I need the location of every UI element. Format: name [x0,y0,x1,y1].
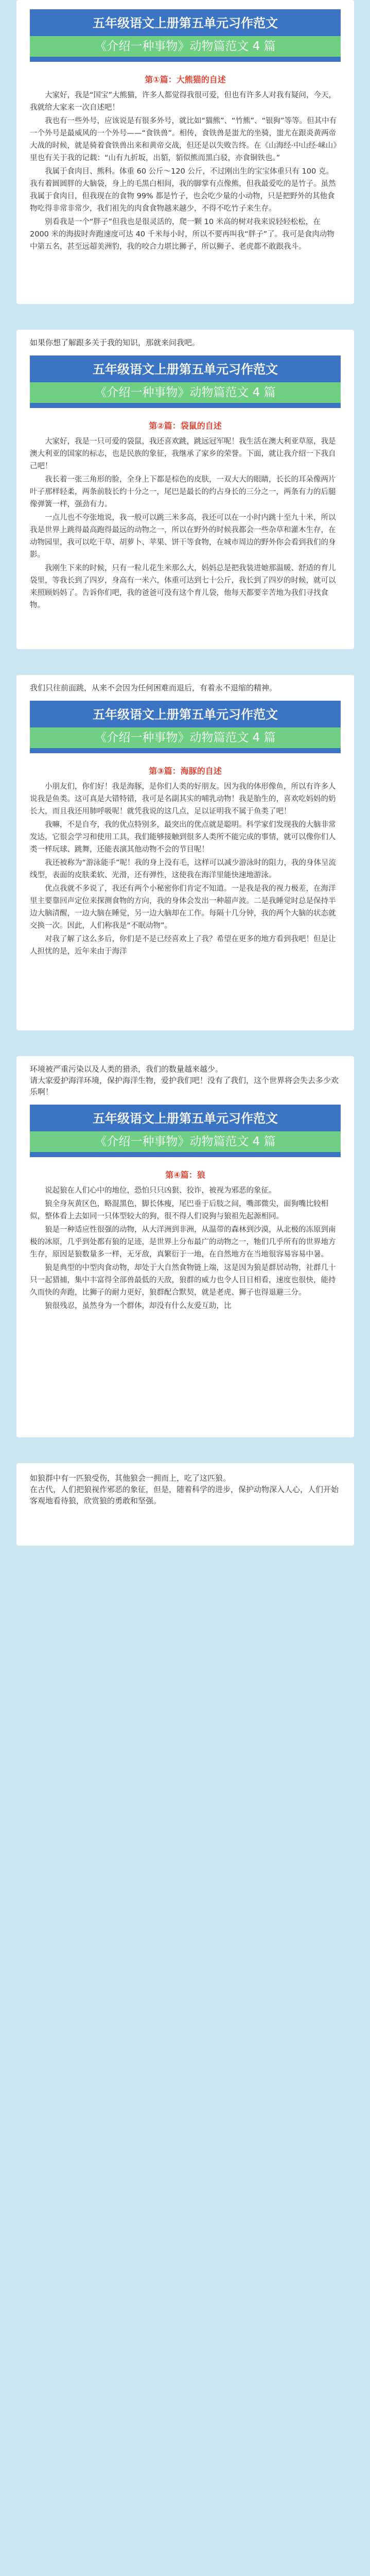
article-body [16,1184,354,1312]
banner-header [30,355,341,408]
banner-title: 五年级语文上册第五单元习作范文 [93,362,278,377]
section-title: 第③篇：海豚的自述 [149,766,222,776]
section-title: 第①篇：大熊猫的自述 [145,75,226,84]
paragraph: 对我了解了这么多后，你们是不是已经喜欢上了我？希望在更多的地方看到我吧！但是让人担忧的是，近年来由于海洋 [30,935,336,956]
banner-subtitle: 《介绍一种事物》动物篇范文 4 篇 [30,36,341,57]
article-card-1 [16,0,354,304]
paragraph: 我嘛，不是自夸，我的优点特别多，最突出的优点就是聪明。科学家们发现我的大脑非常发达，它很会学习和使用工具，我们能够接触到很多人类所不能完成的事情，就可以像你们人类一样玩球、跳舞，还能表演其他动物不会的节目呢！ [30,821,336,854]
article-card-3 [16,675,354,1030]
paragraph: 一点儿也不夸张地说，我一般可以跳三米多高，我还可以在一小时内跳十至九十米，所以我是世界上跳得最高跑得最远的动物之一，所以在野外的时候我都会一些杂草和灌木生存，在动物园里，我可以吃干草、胡萝卜、苹果、饼干等食物，在城市周边的野外你会看到我们的身影。 [30,514,336,559]
banner-header [30,1105,341,1157]
continued-text: 环境被严重污染以及人类的猎杀，我们的数量越来越少。 请大家爱护海洋环境，保护海洋生物，爱护我们吧！没有了我们，这个世界将会失去多少欢乐啊！ [30,1064,339,1096]
page [5,0,365,2576]
paragraph: 大家好，我是一只可爱的袋鼠，我还喜欢跳，跳远冠军呢！我生活在澳大利亚草原，我是澳大利亚的国家的标志，也是民族的象征，我继承了家乡的荣誉。下面，就让我介绍一下我自己吧！ [30,437,336,470]
article-card-2 [16,330,354,649]
paragraph: 我还被称为“游泳能手”呢！我的身上没有毛，这样可以减少游泳时的阻力，我的身体呈流线型，表面的皮肤柔软、光滑，还有弹性，这使我在海洋里能快速地游泳。 [30,859,337,879]
banner-subtitle: 《介绍一种事物》动物篇范文 4 篇 [30,727,341,748]
continued-text: 我们只往前面跳，从来不会因为任何困难而退后，有着永不退缩的精神。 [30,683,277,692]
banner-header [30,701,341,753]
banner-title: 五年级语文上册第五单元习作范文 [93,16,278,30]
continued-text: 如果你想了解跟多关于我的知识，那就来问我吧。 [30,338,200,347]
article-card-4 [16,1056,354,1437]
paragraph: 大家好，我是“国宝”大熊猫，许多人都觉得我很可爱，但也有许多人对我有疑问，今天，我就给大家来一次自述吧！ [30,91,337,112]
paragraph: 狼全身灰黄区色，略混黑色，脚长体瘦，尾巴垂于后肢之间，嘴部微尖，面狗嘴比较相似，整体看上去如同一只体型较大的狗，很不得人们说狗与狼祖先起源相同。 [30,1200,328,1221]
paragraph: 我也有一些外号，应该说是有很多外号，就比如“猫熊”、“竹熊”、“银狗”等等。但其中有一个外号是最威风的一个外号——“食铁兽”。相传，食铁兽是蚩尤的坐骑，蚩尤在跟炎黄两帝大战的时候，就是骑着食铁兽出来和黄帝交战，但还是以失败告终。在《山海经·中山经·崃山》里也有关于我的记载：“山有九折坂，出貊，貊似熊而黑白驳，亦食铜铁也。” [30,117,341,162]
continued-text: 如狼群中有一匹狼受伤，其他狼会一拥而上，吃了这匹狼。 在古代，人们把狼视作邪恶的象征，但是，随着科学的进步，保护动物深入人心，人们开始客观地看待狼，欣赏狼的勇敢和坚强。 [30,1473,339,1505]
paragraph: 别看我是一个“胖子”但我也是很灵活的，爬一颗 10 米高的树对我来说轻轻松松，在 2000 米的海拔时奔跑速度可达 40 千米每小时，所以不要再叫我“胖子”了。我可是食肉动物中第五名，甚至远超美洲豹，我的咬合力堪比狮子，所以狮子、老虎都不敢跟我斗。 [30,218,334,251]
section-title: 第④篇：狼 [165,1170,205,1180]
paragraph: 狼很残忍，虽然身为一个群体，却没有什么友爱互助，比 [45,1302,232,1310]
paragraph: 小朋友们，你们好！我是海豚，是你们人类的好朋友。因为我的体形像鱼，所以有许多人说我是鱼类。这可真是大错特错，我可是名副其实的哺乳动物！我是胎生的，喜欢吃妈妈的奶长大，而且我还用肺呼吸呢！就凭我说的这几点，足以证明我不属于鱼类了吧！ [30,783,336,816]
article-body [16,781,354,958]
paragraph: 我刚生下来的时候，只有一粒儿花生米那么大，妈妈总是把我装进她那温暖、舒适的育儿袋里，等我长到了四岁，身高有一米六，体重可达到七十公斤，我长到了四岁的时候，就可以来照顾妈妈了。告诉你们吧，我的爸爸可没有这个育儿袋，他每天都要辛苦地为我们寻找食物。 [30,564,336,609]
banner-title: 五年级语文上册第五单元习作范文 [93,1111,278,1126]
banner-subtitle: 《介绍一种事物》动物篇范文 4 篇 [30,1131,341,1152]
banner-subtitle: 《介绍一种事物》动物篇范文 4 篇 [30,382,341,403]
article-body [16,89,354,253]
article-body [16,435,354,612]
article-card-5 [16,1463,354,1546]
paragraph: 狼是典型的中型肉食动物，却处于大自然食物链上端，这是因为狼是群居动物，社群几十只一起猎捕，集中丰富得全部兽最低的天敌，狼群的威力也令人目目相看，速度也很快，能持久而快的奔跑，比狮子的耐力更好，狼群配合默契，就是老虎、狮子也得退避三分。 [30,1264,336,1297]
banner-title: 五年级语文上册第五单元习作范文 [93,707,278,722]
paragraph: 我属于食肉目、熊科。体重 60 公斤～120 公斤，不过刚出生的宝宝体重只有 100 克。我有着圆圆胖的大脑袋，身上的毛黑白相间，我的脚掌有点像熊，但我最爱吃的是竹子。虽然我属于食肉目，但我现在的食物 99% 都是竹子，也会吃少量的小动物，只是把野外的其他食物吃得非常非常少，我们祖先的肉食食物越来越少，不得不吃竹子来生存。 [30,167,336,213]
paragraph: 优点我就不多说了，我还有两个小秘密你们肯定不知道。一是我是我的视力极差，在海洋里主要靠回声定位来探测食物的方向，我的身体会发出一种超声波。二是我睡觉时总是保持半边大脑清醒，一边大脑在睡觉，另一边大脑却在工作。每隔十几分钟，我的两个大脑的状态就交换一次。因此，人们称我是“不眠动物”。 [30,885,336,930]
paragraph: 狼是一种适应性很强的动物，从大洋洲到非洲，从温带的森林到沙漠，从北极的冻原到南极的冰原，几乎到处都有狼的足迹，是世界上分布最广的动物之一，牠们几乎所有的世界地方生存，原因是狼数量多一样，无牙敌，真繁衍于一地，在自然地方在当地很容易容易中暑。 [30,1226,336,1259]
section-title: 第②篇：袋鼠的自述 [149,421,222,431]
paragraph: 我长着一张三角形的脸，全身上下都是棕色的皮肤，一双大大的眼睛，长长的耳朵像两片叶子那样轻柔，两条前肢长约十分之一，尾巴是最长的约占身长的三分之一，两条有力的后腿像弹簧一样，强劲有力。 [30,476,336,509]
paragraph: 说起狼在人们心中的地位，恐怕只只凶狠、狡诈，被视为邪恶的象征。 [45,1187,276,1195]
banner-header [30,9,341,62]
